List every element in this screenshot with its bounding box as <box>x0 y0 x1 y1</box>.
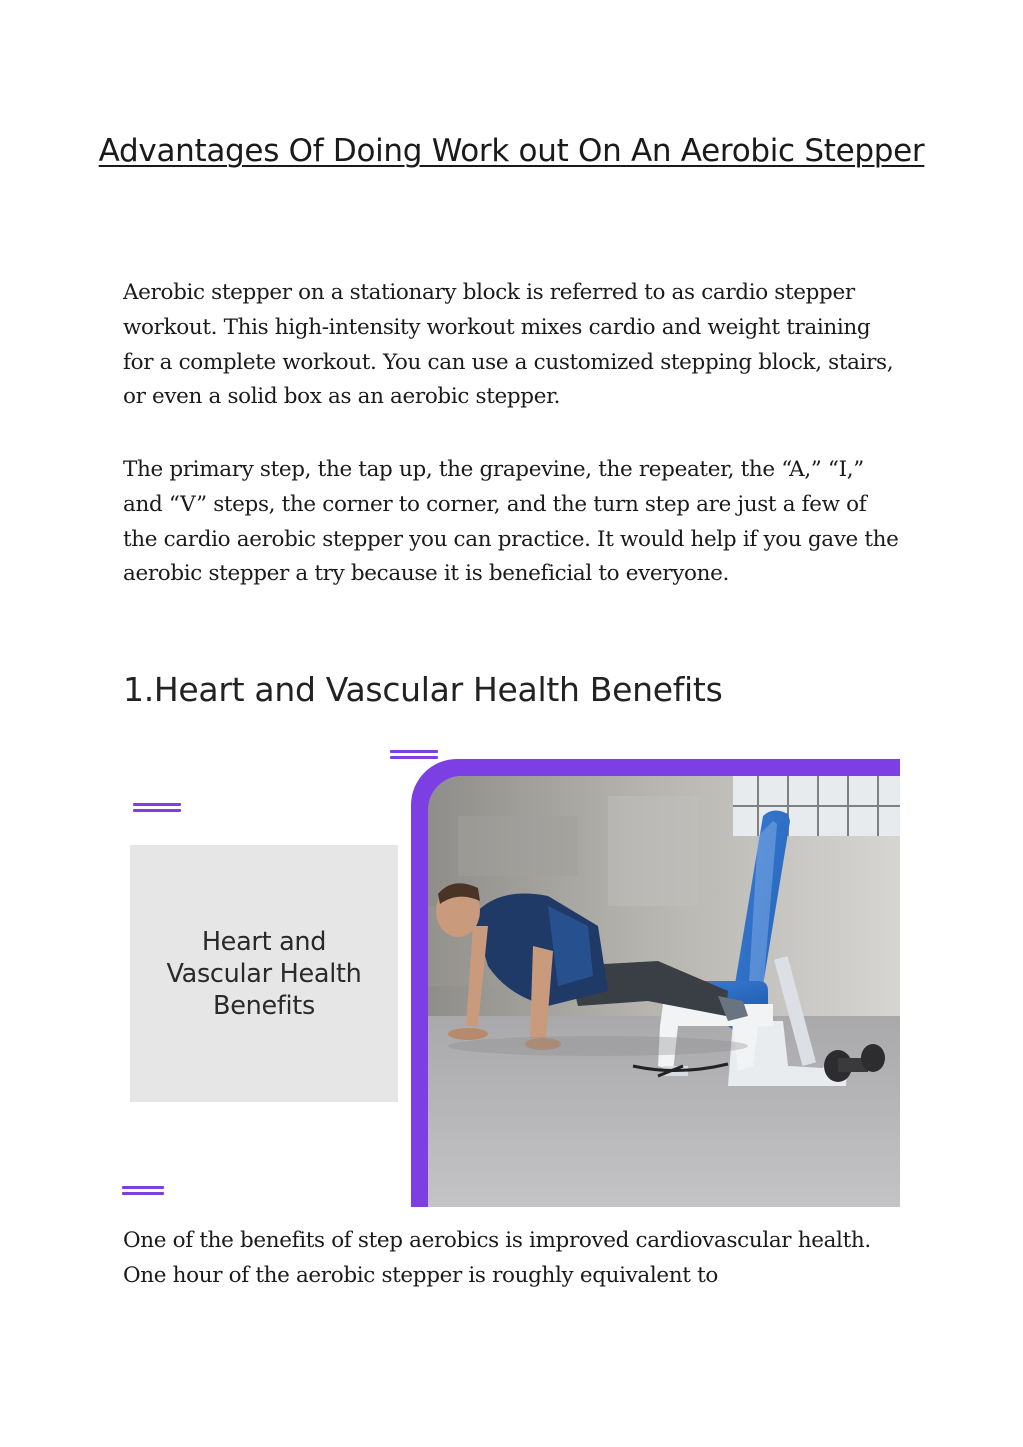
section-paragraph: One of the benefits of step aerobics is improved cardiovascular health. One hour of the aerobic stepper is roughly equivalent to <box>123 1228 871 1288</box>
caption-box <box>130 845 398 1102</box>
intro-paragraph: Aerobic stepper on a stationary block is referred to as cardio stepper workout. This high-intensity workout mixes cardio and weight training for a complete workout. You can use a customized stepping block, stairs, or even a solid box as an aerobic stepper. <box>123 280 894 410</box>
decorative-lines <box>390 750 438 759</box>
page-title: Advantages Of Doing Work out On An Aerobic Stepper <box>98 133 925 169</box>
photo-frame <box>411 759 900 1207</box>
workout-photo <box>428 776 900 1207</box>
decorative-lines <box>133 803 181 812</box>
workout-photo-illustration <box>428 776 900 1207</box>
steps-paragraph: The primary step, the tap up, the grapevine, the repeater, the “A,” “I,” and “V” steps, the corner to corner, and the turn step are just a few of the cardio aerobic stepper you can practice. It would help if you gave the aerobic stepper a try because it is beneficial to everyone. <box>123 457 899 587</box>
section-heading: 1.Heart and Vascular Health Benefits <box>123 670 723 709</box>
decorative-lines <box>122 1186 164 1195</box>
caption-text: Heart and Vascular Health Benefits <box>166 926 362 1021</box>
